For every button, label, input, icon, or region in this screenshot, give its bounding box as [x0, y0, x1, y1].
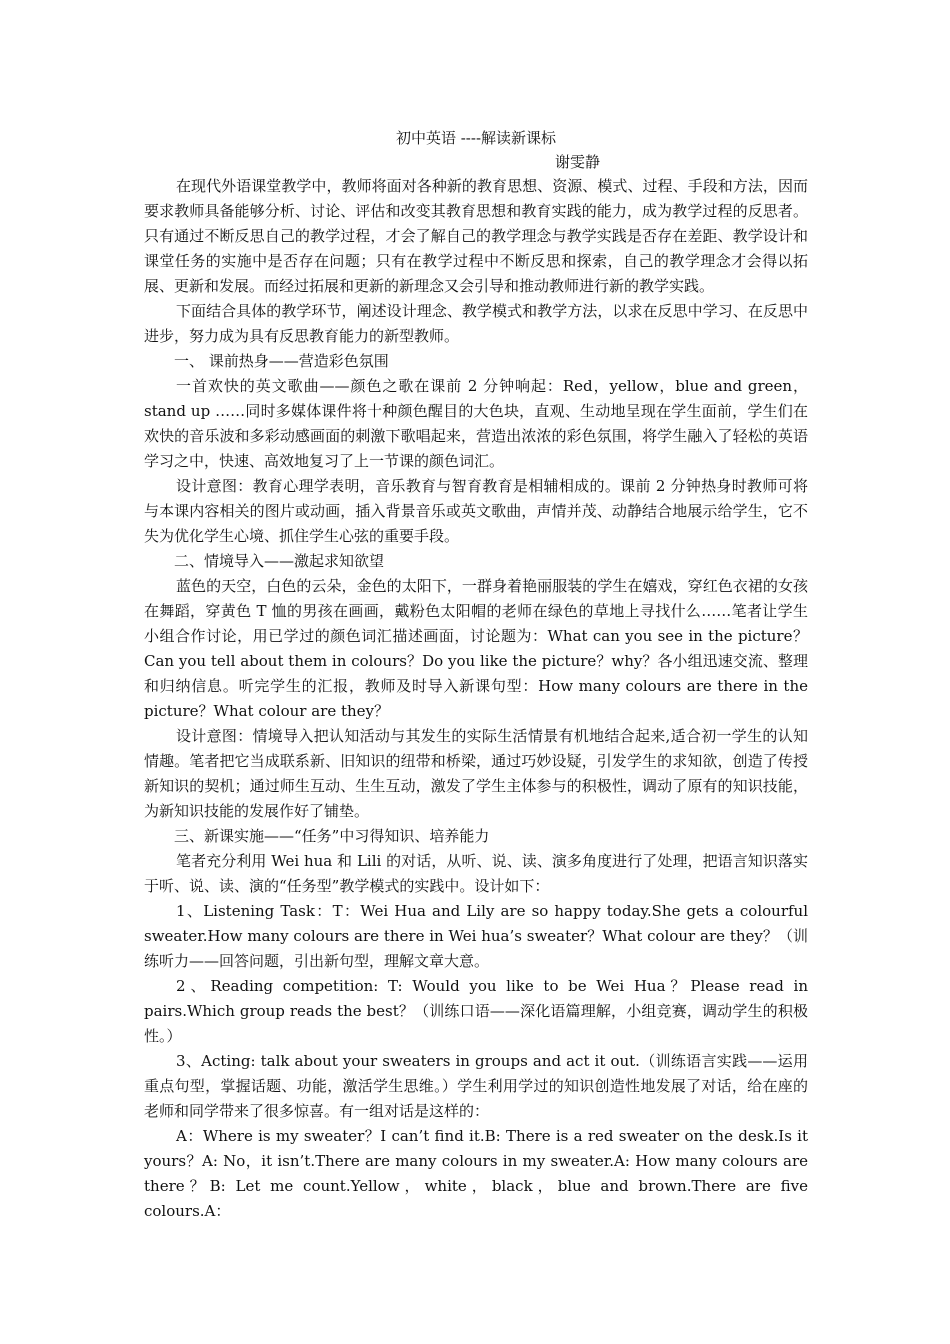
document-title: 初中英语 ----解读新课标 [395, 129, 557, 147]
paragraph-acting: 3、Acting: talk about your sweaters in groups and act it out.（训练语言实践——运用重点句型，掌握话题、功能，激活学生思维。）学生利用学过的知识创造性地发展了对话，给在座的老师和同学带来了很多惊喜。有一组对话是这样的： [144, 1052, 808, 1120]
paragraph-listening-task: 1、Listening Task：T：Wei Hua and Lily are so happy today.She gets a colourful sweater.How many colours are there in Wei hua’s sweater？What colour are they？（训练听力——回答问题，引出新句型，理解文章大意。 [144, 902, 808, 970]
paragraph-warmup-intent: 设计意图：教育心理学表明，音乐教育与智育教育是相辅相成的。课前 2 分钟热身时教师可将与本课内容相关的图片或动画，插入背景音乐或英文歌曲，声情并茂、动静结合地展示给学生，它不失为优化学生心境、抓住学生心弦的重要手段。 [144, 477, 808, 545]
document-author: 谢雯静 [555, 153, 601, 171]
section-heading-warmup: 一、 课前热身——营造彩色氛围 [174, 352, 389, 370]
paragraph-intro: 在现代外语课堂教学中，教师将面对各种新的教育思想、资源、模式、过程、手段和方法，因而要求教师具备能够分析、讨论、评估和改变其教育思想和教育实践的能力，成为教学过程的反思者。只有通过不断反思自己的教学过程，才会了解自己的教学理念与教学实践是否存在差距、教学设计和课堂任务的实施中是否存在问题；只有在教学过程中不断反思和探索，自己的教学理念才会得以拓展、更新和发展。而经过拓展和更新的新理念又会引导和推动教师进行新的教学实践。 [144, 177, 808, 295]
document-page [144, 126, 808, 1224]
paragraph-new-lesson: 笔者充分利用 Wei hua 和 Lili 的对话，从听、说、读、演多角度进行了处理，把语言知识落实于听、说、读、演的“任务型”教学模式的实践中。设计如下： [144, 852, 808, 895]
paragraph-dialogue: A：Where is my sweater？I can’t find it.B: There is a red sweater on the desk.Is it yours？A: No，it isn’t.There are many colours in my sweater.A: How many colours are there？B: Let me count.Yellow，white，black，blue and brown.There are five colours.A： [144, 1127, 808, 1220]
paragraph-lead-in-intent: 设计意图：情境导入把认知活动与其发生的实际生活情景有机地结合起来,适合初一学生的认知情趣。笔者把它当成联系新、旧知识的纽带和桥梁，通过巧妙设疑，引发学生的求知欲，创造了传授新知识的契机；通过师生互动、生生互动，激发了学生主体参与的积极性，调动了原有的知识技能，为新知识技能的发展作好了铺垫。 [144, 727, 808, 820]
paragraph-warmup: 一首欢快的英文歌曲——颜色之歌在课前 2 分钟响起：Red，yellow，blue and green，stand up ……同时多媒体课件将十种颜色醒目的大色块，直观、生动地呈现在学生面前，学生们在欢快的音乐波和多彩动感画面的刺激下歌唱起来，营造出浓浓的彩色氛围，将学生融入了轻松的英语学习之中，快速、高效地复习了上一节课的颜色词汇。 [144, 377, 808, 470]
paragraph-lead-in: 蓝色的天空，白色的云朵，金色的太阳下，一群身着艳丽服装的学生在嬉戏，穿红色衣裙的女孩在舞蹈，穿黄色 T 恤的男孩在画画，戴粉色太阳帽的老师在绿色的草地上寻找什么……笔者让学生小组合作讨论，用已学过的颜色词汇描述画面，讨论题为：What can you see in the picture？Can you tell about them in colours？Do you like the picture？why？各小组迅速交流、整理和归纳信息。听完学生的汇报，教师及时导入新课句型：How many colours are there in the picture？What colour are they？ [144, 577, 808, 720]
section-heading-lead-in: 二、情境导入——激起求知欲望 [174, 552, 385, 570]
paragraph-reading-competition: 2、Reading competition: T: Would you like to be Wei Hua？Please read in pairs.Which group reads the best？（训练口语——深化语篇理解，小组竞赛，调动学生的积极性。） [144, 977, 808, 1045]
section-heading-new-lesson: 三、新课实施——“任务”中习得知识、培养能力 [174, 827, 490, 845]
paragraph-purpose: 下面结合具体的教学环节，阐述设计理念、教学模式和教学方法，以求在反思中学习、在反思中进步，努力成为具有反思教育能力的新型教师。 [144, 302, 808, 345]
